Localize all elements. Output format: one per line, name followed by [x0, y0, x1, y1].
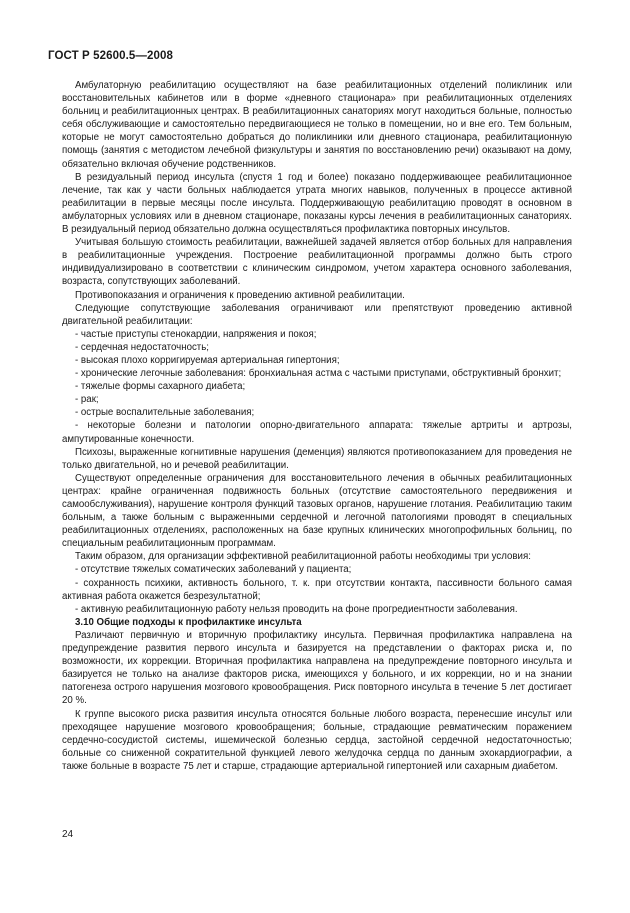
list-item: - хронические легочные заболевания: бронхиальная астма с частыми приступами, обструктивный бронхит; [75, 368, 562, 380]
list-item: - тяжелые формы сахарного диабета; [75, 381, 246, 393]
paragraph: В резидуальный период инсульта (спустя 1 год и более) показано поддерживающее реабилитационное лечение, так как у части больных наблюдается утрата многих навыков, полученных в процессе активной реабилитации в первые месяцы после инсульта. Поддерживающую реабилитацию проводят в основном в амбулаторных условиях или в дневном стационаре, показаны курсы лечения в реабилитационных санаториях. В резидуальный период обязательно должна осуществляться профилактика повторных инсультов. [62, 171, 572, 236]
paragraph: Существуют определенные ограничения для восстановительного лечения в обычных реабилитационных центрах: крайне ограниченная подвижность больных (отсутствие самостоятельного передвижения и самообслуживания), нарушение контроля функций тазовых органов, нарушение глотания. Реабилитацию таким больным, а также больным с выраженными сердечной и легочной патологиями проводят в специальных реабилитационных отделениях, расположенных на базе крупных клинических многопрофильных больниц, по специальным реабилитационным программам. [62, 472, 572, 550]
paragraph: Психозы, выраженные когнитивные нарушения (деменция) являются противопоказанием для проведения не только двигательной, но и речевой реабилитации. [62, 446, 572, 471]
paragraph: К группе высокого риска развития инсульта относятся больные любого возраста, перенесшие инсульт или преходящее нарушение мозгового кровообращения; больные, страдающие ревматическим поражением сердечно-сосудистой системы, ишемической болезнью сердца, застойной сердечной недостаточностью; больные со сниженной сократительной функцией левого желудочка сердца по данным эхокардиографии, а также больные в возрасте 75 лет и старше, страдающие артериальной гипертонией или сахарным диабетом. [62, 708, 572, 772]
paragraph: Противопоказания и ограничения к проведению активной реабилитации. [75, 289, 405, 301]
paragraph: Амбулаторную реабилитацию осуществляют на базе реабилитационных отделений поликлиник или восстановительных кабинетов или в форме «дневного стационара» при реабилитационных отделениях больниц и реабилитационных центрах. В реабилитационных санаториях могут находиться больные, полностью себя обслуживающие и самостоятельно передвигающиеся не только в помещении, но и вне его. Тем больным, которые не могут самостоятельно добраться до поликлиники или дневного стационара, реабилитационную помощь (занятия с методистом лечебной физкультуры и занятия по восстановлению речи) оказывают на дому, обязательно включая обучение родственников. [62, 80, 572, 170]
paragraph: Учитывая большую стоимость реабилитации, важнейшей задачей является отбор больных для направления в реабилитационные учреждения. Построение реабилитационной программы должно быть строго индивидуализировано в соответствии с клиническим синдромом, учетом характера основного заболевания, возраста, сопутствующих заболеваний. [62, 237, 572, 288]
list-item: - сохранность психики, активность больного, т. к. при отсутствии контакта, пассивности больного самая активная работа окажется безрезультатной; [62, 577, 572, 602]
list-item: - рак; [75, 394, 99, 406]
paragraph: Следующие сопутствующие заболевания ограничивают или препятствуют проведению активной двигательной реабилитации: [62, 302, 572, 327]
section-heading: 3.10 Общие подходы к профилактике инсульта [75, 616, 302, 628]
list-item: - некоторые болезни и патологии опорно-двигательного аппарата: тяжелые артриты и артрозы, ампутированные конечности. [62, 420, 572, 445]
list-item: - высокая плохо корригируемая артериальная гипертония; [75, 354, 340, 366]
list-item: - острые воспалительные заболевания; [75, 407, 255, 419]
page-number: 24 [62, 829, 74, 840]
list-item: - частые приступы стенокардии, напряжения и покоя; [75, 328, 317, 340]
list-item: - сердечная недостаточность; [75, 341, 209, 353]
paragraph: Таким образом, для организации эффективной реабилитационной работы необходимы три условия: [75, 551, 531, 563]
list-item: - отсутствие тяжелых соматических заболеваний у пациента; [75, 564, 352, 576]
body-text [62, 79, 572, 773]
paragraph: Различают первичную и вторичную профилактику инсульта. Первичная профилактика направлена на предупреждение развития первого инсульта и базируется на представлении о факторах риска и, по возможности, их коррекции. Вторичная профилактика направлена на предупреждение повторного инсульта и базируется не только на анализе факторов риска, имеющихся у больного, и их коррекции, но и на знании патогенеза острого нарушения мозгового кровообращения. Риск повторного инсульта в течение 5 лет достигает 20 %. [62, 629, 572, 707]
list-item: - активную реабилитационную работу нельзя проводить на фоне прогредиентности заболевания. [75, 603, 518, 615]
standard-title: ГОСТ Р 52600.5—2008 [48, 50, 173, 62]
